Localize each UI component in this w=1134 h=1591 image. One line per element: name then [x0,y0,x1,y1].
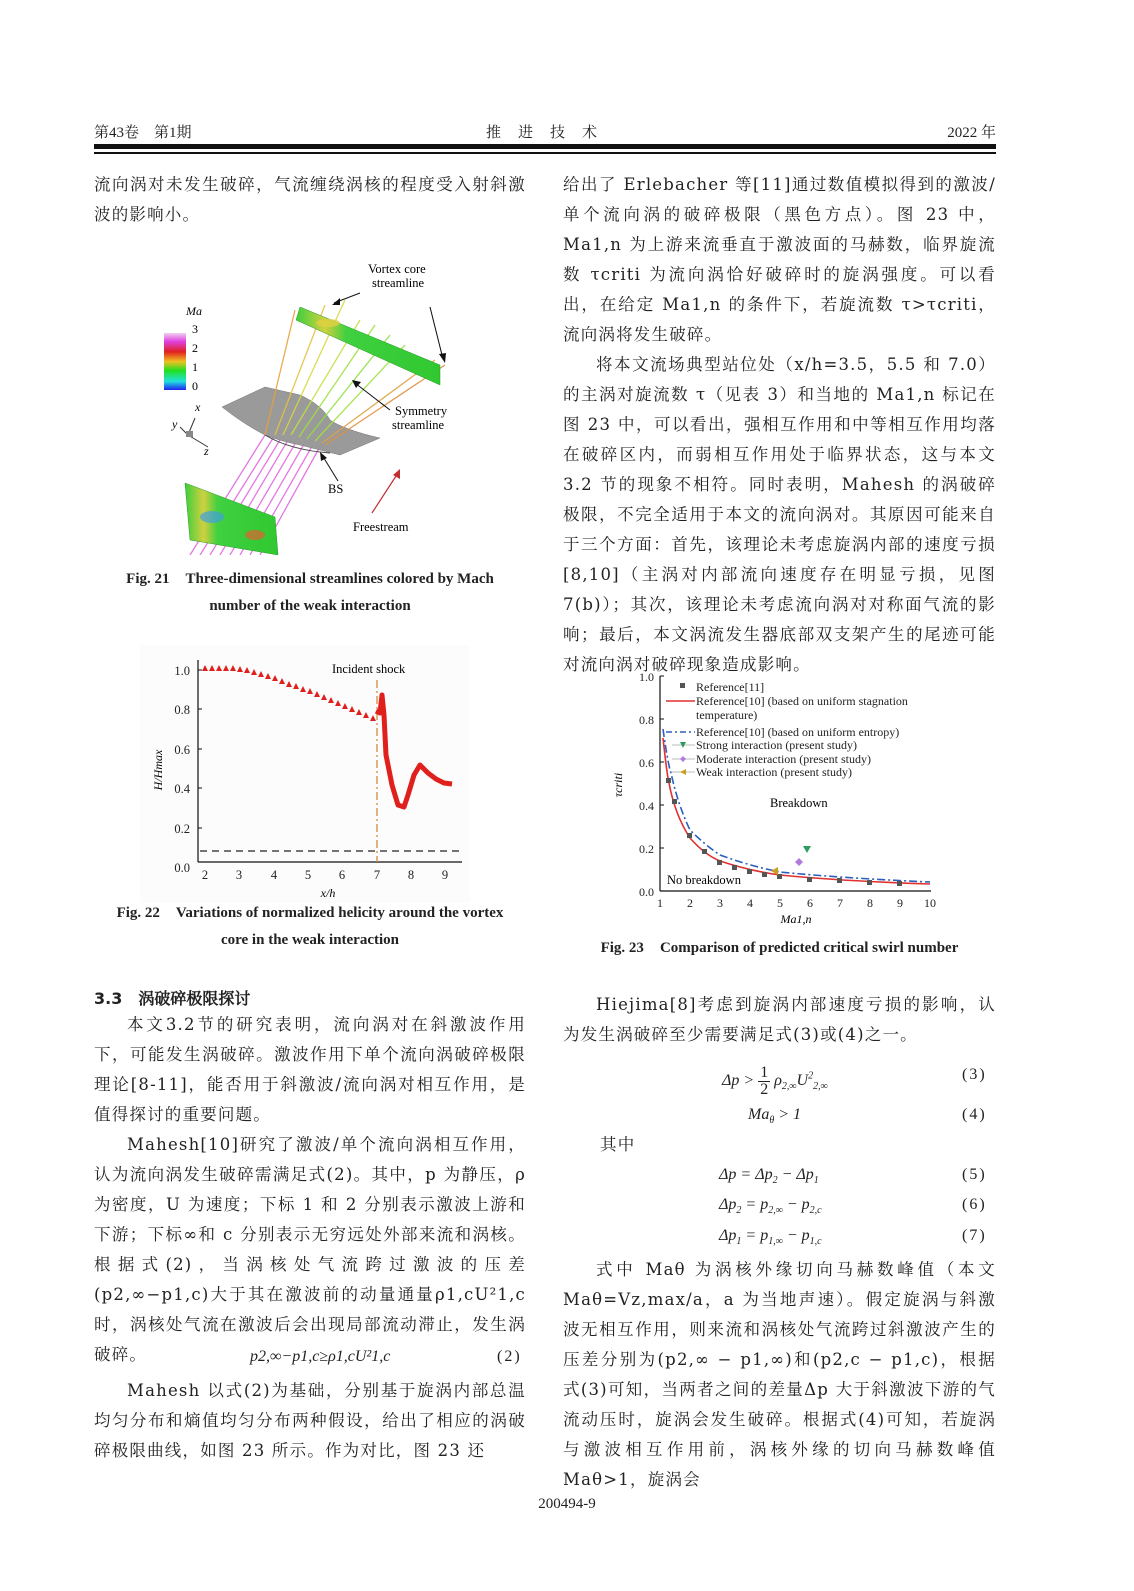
equation-2-number: (2) [497,1348,522,1365]
svg-text:Reference[10] (based on unifor: Reference[10] (based on uniform entropy) [696,725,900,739]
fig23-caption-number: Fig. 23 [600,940,644,956]
fig21-caption-number: Fig. 21 [126,571,170,587]
svg-text:0.2: 0.2 [174,822,190,836]
svg-text:9: 9 [441,868,449,882]
svg-text:Weak interaction (present stud: Weak interaction (present study) [696,765,852,779]
svg-text:0.0: 0.0 [174,861,190,875]
left-intro-text: 流向涡对未发生破碎，气流缠绕涡核的程度受入射斜激波的影响小。 [94,175,526,224]
right-body-end [563,1255,996,1495]
moderate-interaction-marker [795,858,803,866]
no-breakdown-label: No breakdown [667,873,741,887]
fig23-caption: Fig. 23 Comparison of predicted critical swirl number [600,940,959,956]
svg-text:6: 6 [338,868,346,882]
section-heading-3-3: 3.3 涡破碎极限探讨 [94,989,251,1008]
fig23-legend [666,680,908,779]
equation-4: $Ma_\theta > 1$ [748,1106,802,1127]
svg-text:1.0: 1.0 [639,670,654,684]
right-para-4: 式中 Maθ 为涡核外缘切向马赫数峰值（本文 Maθ=Vz,max/a，a 为当地声速）。假定旋涡与斜激波无相互作用，则来流和涡核处气流跨过斜激波产生的压差分别为(p2,∞ − p1,∞)和(p2,c − p1,c)，根据式(3)可知，当两者之间的差量Δp 大于斜激波下游的气流动压时，旋涡会发生破碎。根据式(4)可知，若旋涡与激波相互作用前，涡核外缘的切向马赫数峰值 Maθ>1，旋涡会 [563,1260,996,1489]
svg-text:2: 2 [192,341,198,355]
page-number: 200494-9 [538,1496,596,1512]
svg-text:4: 4 [747,896,753,910]
svg-text:1: 1 [192,360,198,374]
left-para-2: Mahesh[10]研究了激波/单个流向涡相互作用，认为流向涡发生破碎需满足式(2)。其中，p 为静压，ρ 为密度，U 为速度；下标 1 和 2 分别表示激波上游和下游；下标∞和 c 分别表示无穷远处外部来流和涡核。根据式(2)，当涡核处气流跨过激波的压差(p2,∞−p1,c)大于其在激波前的动量通量ρ1,cU²1,c 时，涡核处气流在激波后会出现局部流动滞止，发生涡破碎。 [94,1135,526,1364]
svg-text:0.4: 0.4 [639,799,654,813]
svg-text:1: 1 [657,896,663,910]
header-rule-thin [94,152,996,154]
svg-text:2: 2 [687,896,693,910]
right-para-3: Hiejima[8]考虑到旋涡内部速度亏损的影响，认为发生涡破碎至少需要满足式(3)或(4)之一。 [563,995,996,1044]
svg-text:0.8: 0.8 [639,713,654,727]
equation-5-number: (5) [962,1166,987,1183]
figure-22-chart [140,645,470,903]
fig22-caption: Fig. 22 Variations of normalized helicity around the vortex core in the weak interaction [116,905,504,948]
svg-text:1.0: 1.0 [174,664,190,678]
where-label: 其中 [600,1135,636,1154]
header-journal-title: 推 进 技 术 [486,125,599,141]
svg-text:8: 8 [407,868,415,882]
fig21-streamlines-graphic [150,255,480,555]
svg-text:0.8: 0.8 [174,703,190,717]
fig22-ylabel: H/Hmax [151,749,165,791]
svg-text:Reference[11]: Reference[11] [696,680,765,694]
svg-text:0.6: 0.6 [174,743,190,757]
fig22-caption-number: Fig. 22 [116,905,160,921]
colorbar-title: Ma [186,304,202,318]
left-body-end [94,1376,526,1466]
svg-text:5: 5 [304,868,312,882]
equation-3: Δp > $\frac{1}{2}$ $\rho_{2,\infty}U^2_{2,\infty}$ [722,1064,828,1098]
strong-interaction-marker [803,846,811,853]
svg-text:streamline: streamline [392,418,445,432]
svg-text:4: 4 [270,868,278,882]
fig22-helicity-plot [140,645,470,903]
svg-text:7: 7 [837,896,843,910]
equation-6-number: (6) [962,1196,987,1213]
svg-text:3: 3 [717,896,723,910]
figure-21 [150,255,480,555]
left-para-1: 本文3.2节的研究表明，流向涡对在斜激波作用下，可能发生涡破碎。激波作用下单个流向涡破碎极限理论[8-11]，能否用于斜激波/流向涡对相互作用，是值得探讨的重要问题。 [94,1015,526,1124]
svg-text:temperature): temperature) [696,708,758,722]
svg-text:5: 5 [777,896,783,910]
fig23-ylabel: τcriti [611,772,625,798]
svg-text:Freestream: Freestream [353,520,409,534]
svg-text:6: 6 [807,896,813,910]
breakdown-label: Breakdown [770,796,828,810]
svg-text:BS: BS [328,482,344,496]
svg-text:y: y [172,417,178,431]
equation-4-number: (4) [962,1106,987,1123]
svg-text:Strong interaction (present st: Strong interaction (present study) [696,738,857,752]
fig23-critical-swirl-plot [600,665,960,933]
figure-23-chart [600,665,960,933]
equation-6: $\Delta p_2 = p_{2,\infty} - p_{2,c}$ [719,1196,822,1217]
header-rule-thick [94,144,996,149]
svg-text:3: 3 [192,322,198,336]
svg-text:0: 0 [192,379,198,393]
svg-text:0.4: 0.4 [174,782,190,796]
equation-7: $\Delta p_1 = p_{1,\infty} - p_{1,c}$ [719,1227,822,1248]
svg-text:Vortex core: Vortex core [368,262,426,276]
svg-text:x: x [195,400,201,414]
right-para-1: 给出了 Erlebacher 等[11]通过数值模拟得到的激波/单个流向涡的破碎极限（黑色方点）。图 23 中，Ma1,n 为上游来流垂直于激波面的马赫数，临界旋流数 τcriti 为流向涡恰好破碎时的旋涡强度。可以看出，在给定 Ma1,n 的条件下，若旋流数 τ>τcriti，流向涡将发生破碎。 [563,175,996,344]
svg-text:0.2: 0.2 [639,842,654,856]
svg-text:Moderate interaction (present: Moderate interaction (present study) [696,752,871,766]
svg-text:Reference[10] (based on unifor: Reference[10] (based on uniform stagnation [696,694,908,708]
equation-3-number: (3) [962,1066,987,1083]
svg-text:z: z [204,444,209,458]
right-para-2: 将本文流场典型站位处（x/h=3.5，5.5 和 7.0）的主涡对旋流数 τ（见表 3）和当地的 Ma1,n 标记在图 23 中，可以看出，强相互作用和中等相互作用均落在破碎区内，而弱相互作用处于临界状态，这与本文 3.2 节的现象不相符。同时表明，Mahesh 的涡破碎极限，不完全适用于本文的流向涡对。其原因可能来自于三个方面：首先，该理论未考虑旋涡内部的速度亏损[8,10]（主涡对内部流向速度存在明显亏损，见图 7(b)）；其次，该理论未考虑流向涡对对称面气流的影响；最后，本文涡流发生器底部双支架产生的尾迹可能对流向涡对破碎现象造成影响。 [563,355,996,674]
svg-text:streamline: streamline [372,276,425,290]
svg-text:0.6: 0.6 [639,756,654,770]
svg-text:8: 8 [867,896,873,910]
equation-7-number: (7) [962,1227,987,1244]
left-body [94,1010,526,1370]
svg-text:2: 2 [201,868,209,882]
left-para-3: Mahesh 以式(2)为基础，分别基于旋涡内部总温均匀分布和熵值均匀分布两种假设，给出了相应的涡破碎极限曲线，如图 23 所示。作为对比，图 23 还 [94,1381,526,1460]
left-intro-paragraph [94,170,526,230]
svg-text:7: 7 [373,868,381,882]
fig22-incident-shock-label: Incident shock [332,662,406,676]
right-body-hiejima [563,990,996,1050]
equation-5: $\Delta p = \Delta p_2 - \Delta p_1$ [719,1166,819,1187]
svg-text:0.0: 0.0 [639,885,654,899]
header-volume-issue: 第43卷 第1期 [94,125,192,141]
svg-text:9: 9 [897,896,903,910]
svg-text:10: 10 [924,896,936,910]
fig22-xlabel: x/h [320,886,336,900]
fig21-caption: Fig. 21 Three-dimensional streamlines colored by Mach number of the weak interaction [126,571,494,614]
header-year: 2022 年 [947,125,996,141]
svg-text:Symmetry: Symmetry [395,404,448,418]
svg-text:3: 3 [235,868,243,882]
equation-2: p2,∞−p1,c≥ρ1,cU²1,c [250,1348,391,1365]
fig23-xlabel: Ma1,n [780,912,812,926]
right-body-top [563,170,996,680]
